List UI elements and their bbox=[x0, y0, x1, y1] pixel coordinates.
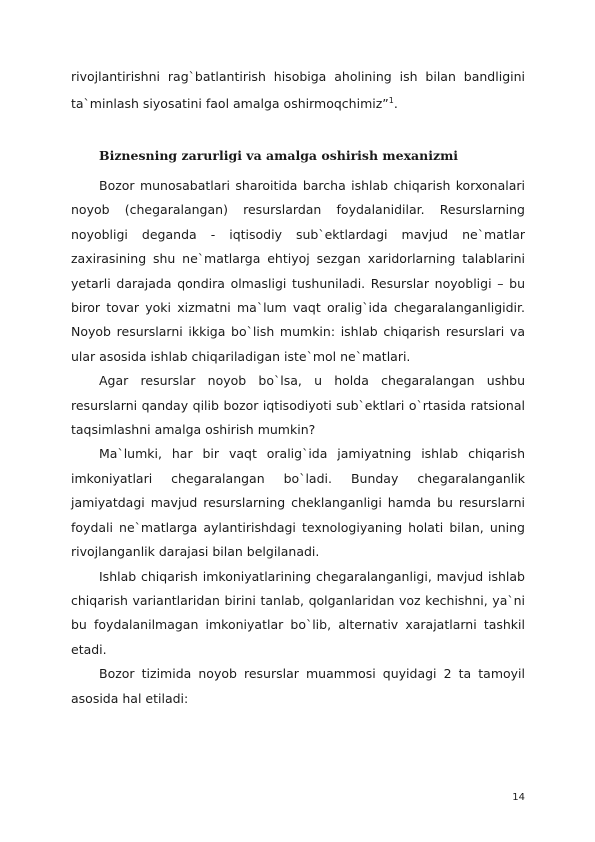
body-text bbox=[71, 174, 525, 711]
intro-text: rivojlantirishni rag`batlantirish hisobiga aholining ish bilan bandligini ta`minlash siyosatini faol amalga oshirmoqchimiz” bbox=[71, 69, 525, 112]
paragraph-2: Agar resurslar noyob bo`lsa, u holda chegaralangan ushbu resurslarni qanday qilib bozor iqtisodiyoti sub`ektlari o`rtasida ratsional taqsimlashni amalga oshirish mumkin? bbox=[71, 373, 525, 438]
section-heading: Biznesning zarurligi va amalga oshirish mexanizmi bbox=[99, 148, 459, 163]
paragraph-5: Bozor tizimida noyob resurslar muammosi quyidagi 2 ta tamoyil asosida hal etiladi: bbox=[71, 666, 525, 706]
paragraph-4: Ishlab chiqarish imkoniyatlarining chegaralanganligi, mavjud ishlab chiqarish variantlaridan birini tanlab, qolganlaridan voz kechishni, ya`ni bu foydalanilmagan imkoniyatlar bo`lib, alternativ xarajatlarni tashkil etadi. bbox=[71, 568, 525, 657]
paragraph-3: Ma`lumki, har bir vaqt oralig`ida jamiyatning ishlab chiqarish imkoniyatlari chegaralangan bo`ladi. Bunday chegaralanganlik jamiyatdagi mavjud resurslarning cheklanganligi hamda bu resurslarni foydali ne`matlarga aylantirishdagi texnologiyaning holati bilan, uning rivojlanganlik darajasi bilan belgilanadi. bbox=[71, 446, 525, 560]
page-number: 14 bbox=[512, 792, 525, 803]
intro-end: . bbox=[393, 96, 398, 112]
paragraph-1: Bozor munosabatlari sharoitida barcha ishlab chiqarish korxonalari noyob (chegaralangan) resurslardan foydalanidilar. Resurslarning noyobligi deganda - iqtisodiy sub`ektlardagi mavjud ne`matlar zaxirasining shu ne`matlarga ehtiyoj sezgan xaridorlarning talablarini yetarli darajada qondira olmasligi tushuniladi. Resurslar noyobligi – bu biror tovar yoki xizmatni ma`lum vaqt oralig`ida chegaralanganligidir. Noyob resurslarni ikkiga bo`lish mumkin: ishlab chiqarish resurslari va ular asosida ishlab chiqariladigan iste`mol ne`matlari. bbox=[71, 178, 525, 364]
footnote-marker: 1 bbox=[388, 96, 394, 106]
intro-paragraph bbox=[71, 65, 525, 117]
